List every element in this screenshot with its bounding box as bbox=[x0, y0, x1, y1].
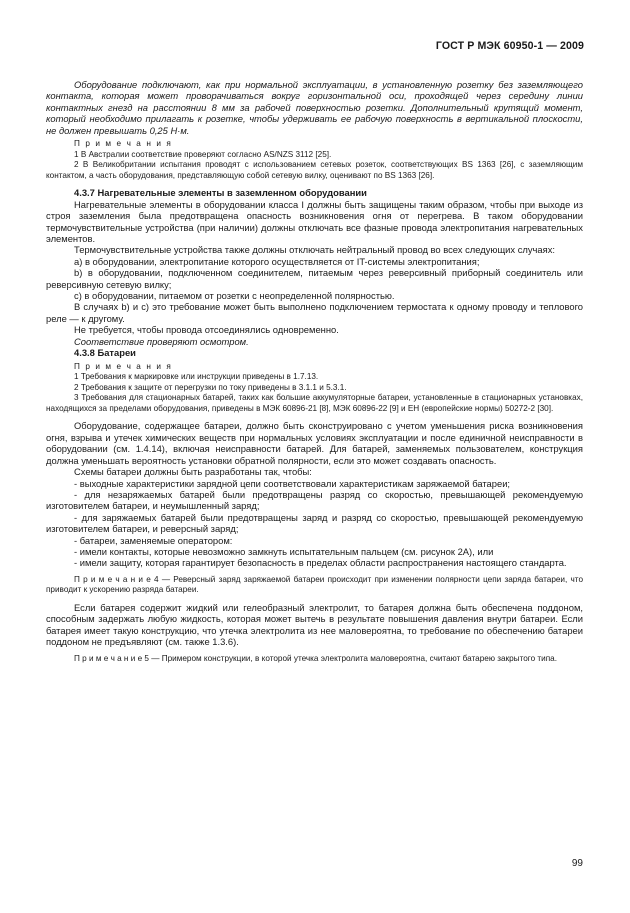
note-item: 2 В Великобритании испытания проводят с использованием сетевых розеток, соответствующих BS 1363 [26], с заземляющим контактом, а часть оборудования, представляющую собой сетевую вилку, оценивают по BS 1363 [26]. bbox=[46, 160, 583, 180]
note-item: 2 Требования к защите от перегрузки по току приведены в 3.1.1 и 5.3.1. bbox=[74, 382, 347, 392]
body-paragraph: Схемы батареи должны быть разработаны так, чтобы: bbox=[74, 466, 312, 478]
notes-heading: П р и м е ч а н и я bbox=[74, 361, 173, 371]
list-item: - батареи, заменяемые оператором: bbox=[74, 534, 233, 546]
list-item: - для незаряжаемых батарей были предотвращены разряд со скоростью, превышающей рекомендуемую изготовителем батареи, и неумышленный заряд; bbox=[46, 488, 583, 512]
section-heading: 4.3.8 Батареи bbox=[74, 347, 136, 359]
section-heading: 4.3.7 Нагревательные элементы в заземленном оборудовании bbox=[74, 187, 367, 199]
note-item: 3 Требования для стационарных батарей, таких как большие аккумуляторные батареи, установленные в стационарных установках, находящихся за пределами оборудования, приведены в МЭК 60896-21 [8], МЭК 60896-22 [9] и ЕН (европейские нормы) 50272-2 [30]. bbox=[46, 393, 583, 413]
list-item: - для заряжаемых батарей были предотвращены заряд и разряд со скоростью, превышающей рекомендуемую изготовителем батареи, и реверсный заряд; bbox=[46, 511, 583, 535]
body-paragraph: Оборудование подключают, как при нормальной эксплуатации, в установленную розетку без заземляющего контакта, которая может проворачиваться вокруг горизонтальной оси, проходящей через середину линии контактных гнезд на расстоянии 8 мм за рабочей поверхностью розетки. Дополнительный крутящий момент, который необходимо прилагать к розетке, чтобы удерживать ее рабочую поверхность в вертикальной плоскости, не должен превышать 0,25 Н·м. bbox=[46, 79, 583, 136]
compliance-text: Соответствие проверяют осмотром. bbox=[74, 335, 249, 347]
body-paragraph: В случаях b) и c) это требование может быть выполнено подключением термостата к одному проводу и теплового реле — к другому. bbox=[46, 301, 583, 324]
body-paragraph: Нагревательные элементы в оборудовании класса I должны быть защищены таким образом, чтобы при выходе из строя заземления была предотвращена опасность возникновения огня от перегрева. В таком оборудовании термочувствительные устройства (при наличии) должны отключать все фазные провода электропитания нагревательных элементов. bbox=[46, 198, 583, 245]
note-item: 1 В Австралии соответствие проверяют согласно AS/NZS 3112 [25]. bbox=[74, 149, 332, 159]
note-item: П р и м е ч а н и е 5 — Примером конструкции, в которой утечка электролита маловероятна, считают батарею закрытого типа. bbox=[74, 653, 557, 663]
page-header: ГОСТ Р МЭК 60950-1 — 2009 bbox=[435, 40, 584, 52]
list-item: c) в оборудовании, питаемом от розетки с неопределенной полярностью. bbox=[74, 290, 395, 302]
notes-heading: П р и м е ч а н и я bbox=[74, 139, 173, 149]
list-item: - имели контакты, которые невозможно замкнуть испытательным пальцем (см. рисунок 2А), или bbox=[74, 545, 494, 557]
body-paragraph: Термочувствительные устройства также должны отключать нейтральный провод во всех следующих случаях: bbox=[74, 244, 556, 256]
body-paragraph: Не требуется, чтобы провода отсоединялись одновременно. bbox=[74, 324, 339, 336]
page-number: 99 bbox=[571, 858, 583, 869]
list-item: - имели защиту, которая гарантирует безопасность в пределах области распространения настоящего стандарта. bbox=[74, 557, 567, 569]
note-item: П р и м е ч а н и е 4 — Реверсный заряд заряжаемой батареи происходит при изменении полярности цепи заряда батареи, что приводит к ускорению разряда батареи. bbox=[46, 574, 583, 595]
list-item: - выходные характеристики зарядной цепи соответствовали характеристикам заряжаемой батареи; bbox=[74, 477, 511, 489]
page-content bbox=[46, 79, 583, 664]
note-item: 1 Требования к маркировке или инструкции приведены в 1.7.13. bbox=[74, 372, 319, 382]
list-item: b) в оборудовании, подключенном соединителем, питаемым через реверсивный приборный соединитель или реверсивную сетевую вилку; bbox=[46, 267, 583, 290]
list-item: a) в оборудовании, электропитание которого осуществляется от IT-системы электропитания; bbox=[74, 255, 480, 267]
body-paragraph: Оборудование, содержащее батареи, должно быть сконструировано с учетом уменьшения риска возникновения огня, взрыва и утечек химических веществ при нормальных условиях эксплуатации и после единичной неисправности в оборудовании (см. 1.4.14), включая неисправности батарей. Для батарей, заменяемых пользователем, конструкция должна уменьшать вероятность установки обратной полярности, если это может создавать опасность. bbox=[46, 420, 583, 466]
body-paragraph: Если батарея содержит жидкий или гелеобразный электролит, то батарея должна быть обеспечена поддоном, способным задержать любую жидкость, которая может вытечь в результате повышения давления внутри батареи. Если батарея имеет такую конструкцию, что утечка электролита из нее маловероятна, то требование по обеспечению батареи поддоном не предъявляют (см. также 1.3.6). bbox=[46, 601, 583, 648]
